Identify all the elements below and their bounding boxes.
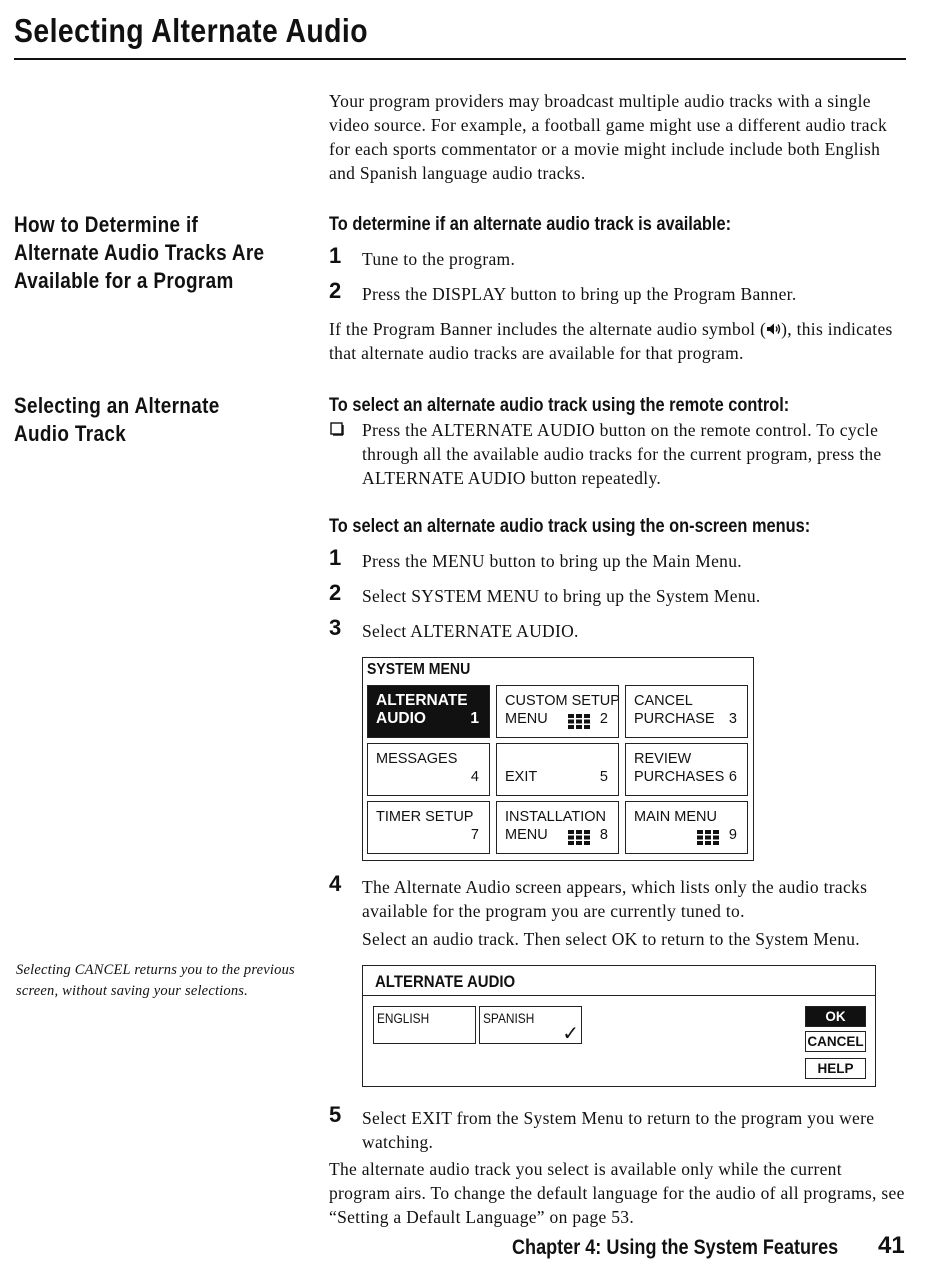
menu-item-label: INSTALLATION (505, 809, 606, 825)
menu-item-label: PURCHASE (634, 711, 715, 727)
audio-option-label: SPANISH (483, 1011, 535, 1026)
menu-item-number: 7 (470, 827, 479, 843)
menu-item-alternate-audio[interactable] (367, 685, 490, 738)
menu-item-label: MENU (505, 827, 548, 843)
paragraph-text: If the Program Banner includes the alternate audio symbol ( (329, 319, 767, 339)
menu-item-label: PURCHASES (634, 769, 725, 785)
subheading-remote: To select an alternate audio track using the remote control: (329, 394, 790, 416)
menu-item-messages[interactable] (367, 743, 490, 796)
step-text: Tune to the program. (362, 249, 516, 269)
checkmark-icon: ✓ (562, 1021, 579, 1045)
audio-option-english[interactable] (373, 1006, 476, 1044)
title-rule (14, 58, 906, 60)
side-heading-line: Available for a Program (14, 268, 234, 293)
menu-item-label: MAIN MENU (634, 809, 717, 825)
side-heading-selecting (14, 392, 253, 448)
cancel-button[interactable]: CANCEL (805, 1031, 866, 1052)
step-text: Press the MENU button to bring up the Main Menu. (362, 551, 742, 571)
step-number: 1 (329, 243, 342, 268)
subheading-determine: To determine if an alternate audio track is available: (329, 213, 732, 235)
menu-item-cancel-purchase[interactable] (625, 685, 748, 738)
step-number: 5 (329, 1102, 342, 1127)
menu-item-label: REVIEW (634, 751, 692, 767)
audio-option-spanish[interactable] (479, 1006, 582, 1044)
side-heading-line: Alternate Audio Tracks Are (14, 240, 265, 265)
menu-item-number: 3 (728, 711, 737, 727)
menu-item-review-purchases[interactable] (625, 743, 748, 796)
menu-item-exit[interactable] (496, 743, 619, 796)
menu-item-number: 2 (599, 711, 608, 727)
menu-item-installation-menu[interactable] (496, 801, 619, 854)
step-number: 2 (329, 580, 342, 605)
intro-paragraph: Your program providers may broadcast multiple audio tracks with a single video source. For example, a football game might use a different audio track for each sports commentator or a movie might include include both English and Spanish language audio tracks. (329, 91, 887, 183)
menu-item-number: 6 (728, 769, 737, 785)
checkbox-bullet-icon (330, 422, 344, 436)
submenu-grid-icon (568, 714, 591, 729)
menu-item-label: MESSAGES (376, 751, 458, 767)
step-text: Select ALTERNATE AUDIO. (362, 621, 579, 641)
system-menu-figure (362, 657, 754, 861)
paragraph-text: ), this indicates that alternate audio tracks are available for that program. (329, 319, 893, 363)
side-note: Selecting CANCEL returns you to the previous screen, without saving your selections. (16, 962, 295, 999)
bullet-text: Press the ALTERNATE AUDIO button on the remote control. To cycle through all the available audio tracks for the current program, press the ALTERNATE AUDIO button repeatedly. (362, 420, 882, 488)
alternate-audio-figure (362, 965, 876, 1087)
system-menu-title: SYSTEM MENU (367, 661, 471, 678)
footer-chapter: Chapter 4: Using the System Features (512, 1236, 839, 1259)
page-number: 41 (878, 1232, 905, 1259)
side-heading-line: Audio Track (14, 421, 127, 446)
menu-item-number: 4 (470, 769, 479, 785)
side-heading-determine (14, 211, 305, 295)
submenu-grid-icon (568, 830, 591, 845)
alternate-audio-title: ALTERNATE AUDIO (375, 972, 516, 991)
step-number: 2 (329, 278, 342, 303)
audio-option-label: ENGLISH (377, 1011, 430, 1026)
step-text: Select an audio track. Then select OK to return to the System Menu. (362, 929, 860, 949)
title-divider (363, 995, 875, 996)
menu-item-label: MENU (505, 711, 548, 727)
side-heading-line: Selecting an Alternate (14, 393, 220, 418)
step-text: The Alternate Audio screen appears, which lists only the audio tracks available for the program you are currently tuned to. (362, 877, 868, 921)
step-number: 1 (329, 545, 342, 570)
step-number: 4 (329, 871, 342, 896)
page-title: Selecting Alternate Audio (14, 12, 368, 49)
closing-paragraph: The alternate audio track you select is available only while the current program airs. To change the default language for the audio of all programs, see “Setting a Default Language” on page 53. (329, 1159, 905, 1227)
menu-item-main-menu[interactable] (625, 801, 748, 854)
step-text: Select SYSTEM MENU to bring up the System Menu. (362, 586, 761, 606)
menu-item-label: CANCEL (634, 693, 693, 709)
menu-item-timer-setup[interactable] (367, 801, 490, 854)
step-text: Press the DISPLAY button to bring up the Program Banner. (362, 284, 797, 304)
audio-symbol-paragraph (329, 317, 904, 365)
alternate-audio-symbol-icon (766, 322, 781, 336)
menu-item-number: 8 (599, 827, 608, 843)
menu-item-number: 5 (599, 769, 608, 785)
menu-item-custom-setup[interactable] (496, 685, 619, 738)
menu-item-label: CUSTOM SETUP (505, 693, 620, 709)
subheading-menus: To select an alternate audio track using the on-screen menus: (329, 515, 811, 537)
menu-item-number: 1 (470, 710, 479, 727)
menu-item-label: ALTERNATE (376, 692, 468, 709)
step-text: Select EXIT from the System Menu to return to the program you were watching. (362, 1108, 875, 1152)
side-heading-line: How to Determine if (14, 212, 199, 237)
help-button[interactable]: HELP (805, 1058, 866, 1079)
ok-button[interactable]: OK (805, 1006, 866, 1027)
menu-item-label: TIMER SETUP (376, 809, 474, 825)
step-number: 3 (329, 615, 342, 640)
submenu-grid-icon (697, 830, 720, 845)
menu-item-label: AUDIO (376, 710, 426, 727)
menu-item-number: 9 (728, 827, 737, 843)
menu-item-label: EXIT (505, 769, 538, 785)
